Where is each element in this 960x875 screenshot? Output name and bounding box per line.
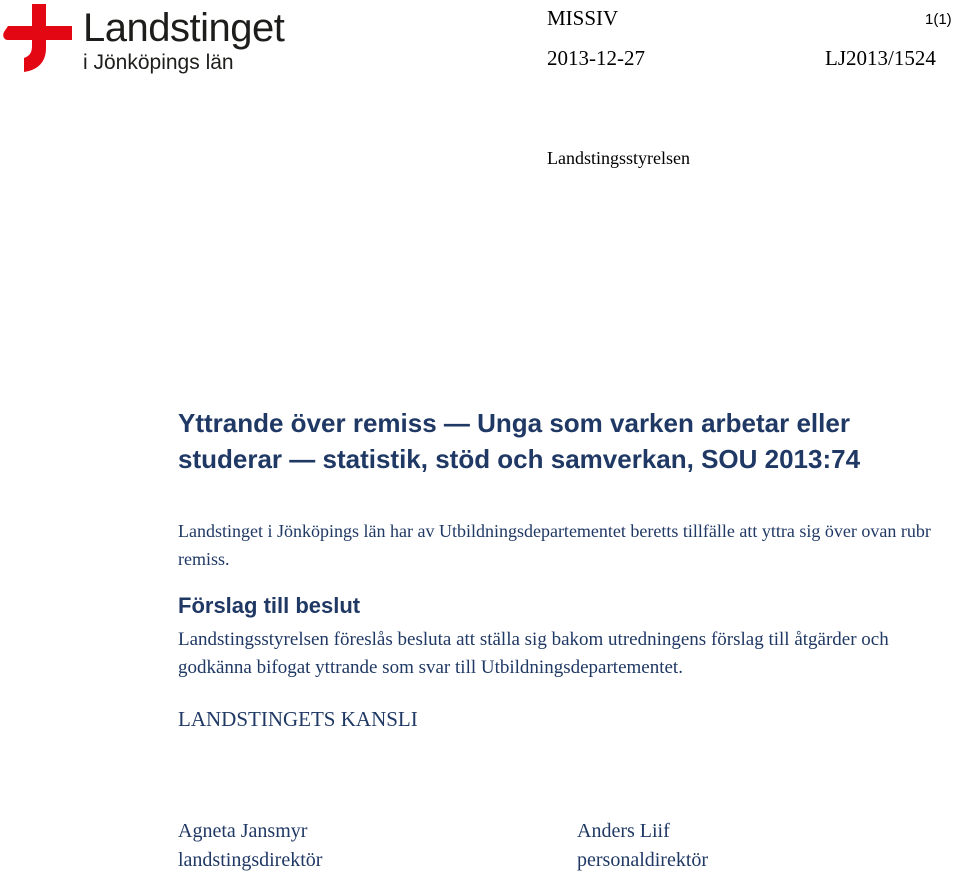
document-title: Yttrande över remiss — Unga som varken arbetar eller studerar — statistik, stöd och samverkan, SOU 2013:74 — [178, 408, 861, 474]
proposal-text: Landstingsstyrelsen föreslås besluta att ställa sig bakom utredningens förslag till åtgärder och godkänna bifogat yttrande som svar till Utbildningsdepartementet. — [178, 629, 889, 678]
page-number: 1(1) — [925, 11, 952, 28]
logo — [0, 0, 320, 80]
intro-paragraph: Landstinget i Jönköpings län har av Utbildningsdepartementet beretts tillfälle att yttra sig över ovan rubr remiss. — [178, 521, 931, 569]
signatory-role: personaldirektör — [577, 849, 709, 871]
logo-subtitle: i Jönköpings län — [83, 51, 234, 74]
reference-number: LJ2013/1524 — [825, 46, 936, 70]
document-type: MISSIV — [547, 6, 619, 30]
signature-block — [577, 817, 708, 875]
recipient: Landstingsstyrelsen — [547, 148, 690, 168]
proposal-heading: Förslag till beslut — [178, 593, 361, 618]
logo-name: Landstinget — [83, 6, 285, 50]
signatory-name: Agneta Jansmyr — [178, 820, 308, 842]
office-name: LANDSTINGETS KANSLI — [178, 707, 418, 731]
signatory-name: Anders Liif — [577, 820, 670, 842]
landstinget-cross-logo-icon — [2, 2, 78, 74]
signatory-role: landstingsdirektör — [178, 849, 323, 871]
signature-block — [178, 817, 322, 875]
document-date: 2013-12-27 — [547, 46, 645, 70]
